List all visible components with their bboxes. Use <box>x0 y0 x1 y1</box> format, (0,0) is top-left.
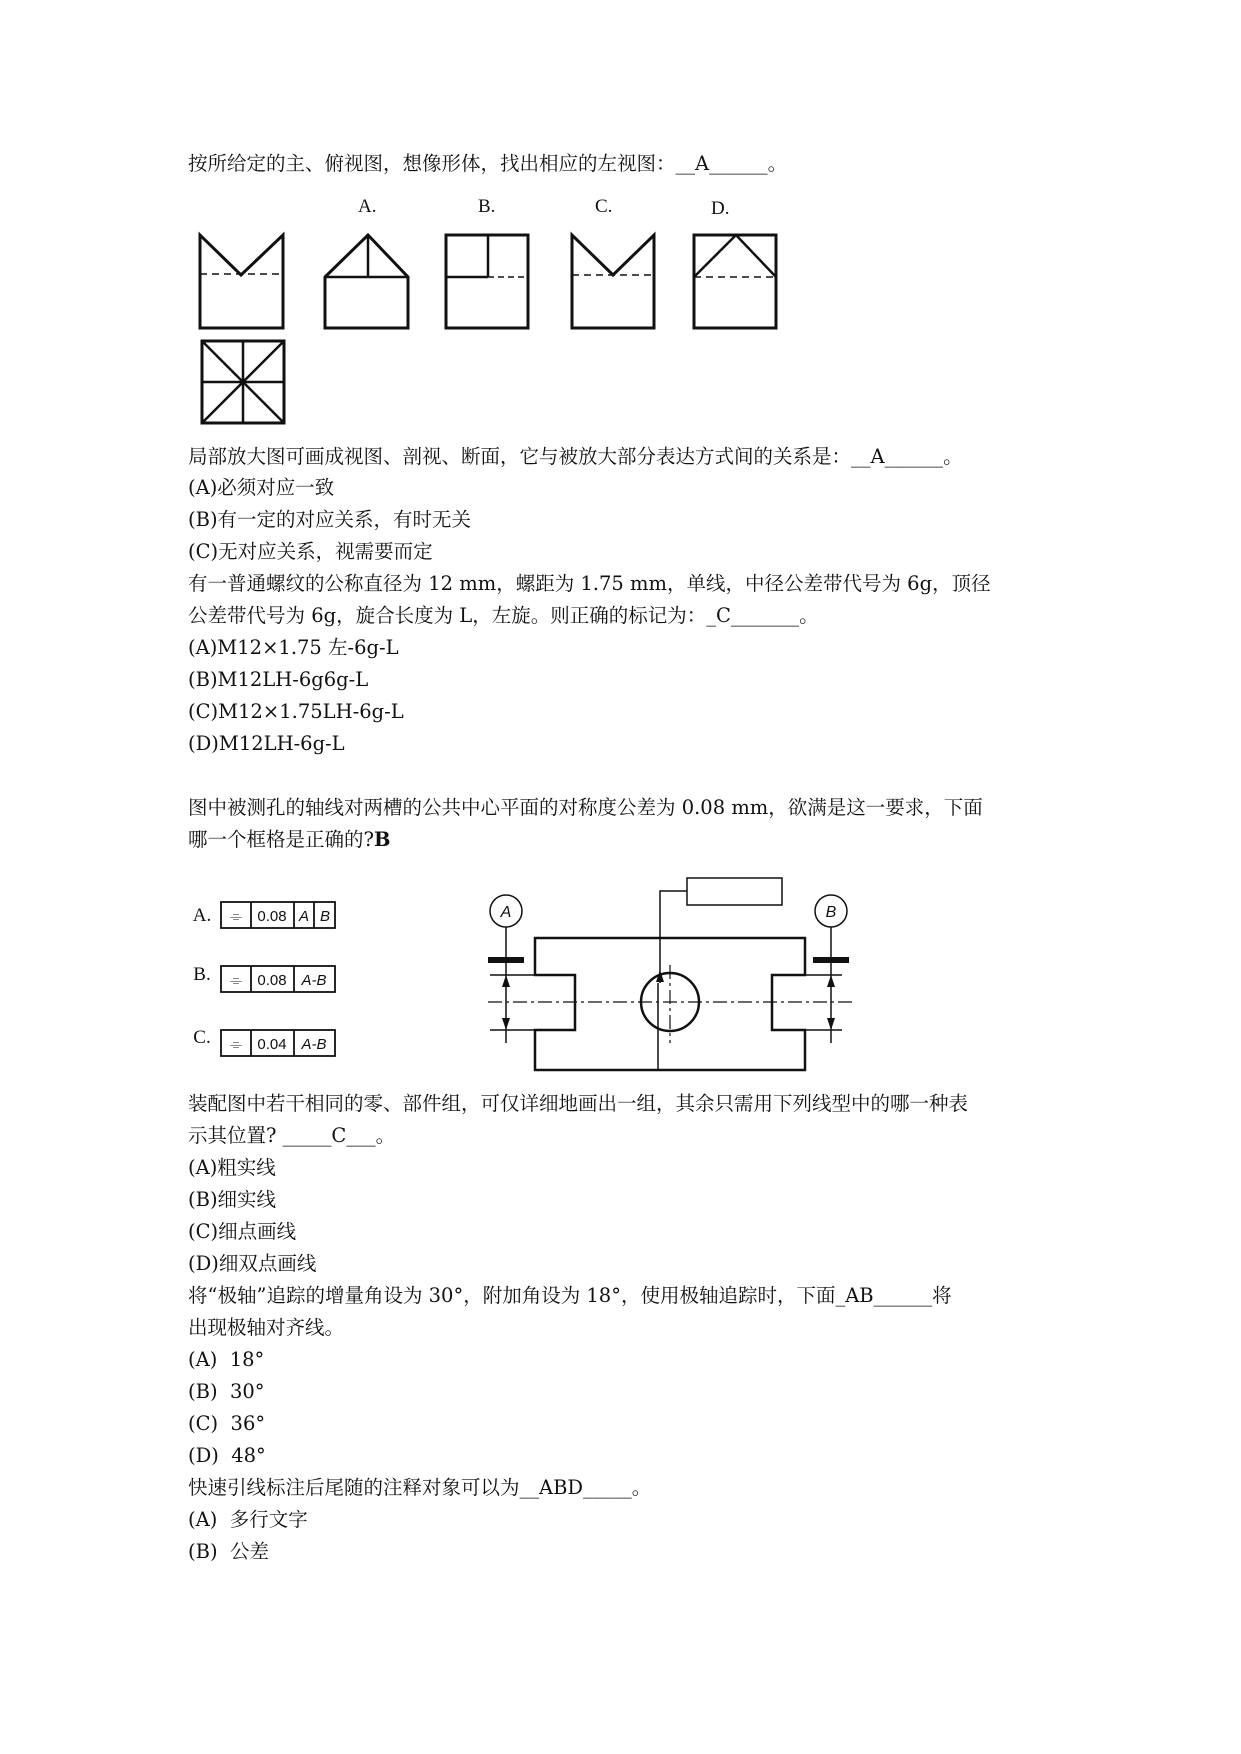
option-b: (B) 30° <box>188 1380 265 1403</box>
question-1-figure <box>188 195 798 430</box>
option-b: (B)M12LH-6g6g-L <box>188 668 369 691</box>
option-a: (A)粗实线 <box>188 1156 276 1179</box>
frame-b-label: B. <box>193 964 211 985</box>
option-c: (C)M12×1.75LH-6g-L <box>188 700 404 723</box>
question-3-line-1: 有一普通螺纹的公称直径为 12 mm，螺距为 1.75 mm，单线，中径公差带代号为 6g，顶径 <box>188 572 991 595</box>
option-c: (C) 36° <box>188 1412 266 1435</box>
symmetry-icon: ⌯ <box>229 908 243 925</box>
option-a: (A)M12×1.75 左-6g-L <box>188 636 399 659</box>
option-a: (A) 18° <box>188 1348 265 1371</box>
question-6-line-2: 出现极轴对齐线。 <box>188 1316 345 1339</box>
option-a: (A)必须对应一致 <box>188 476 335 499</box>
question-1-text: 按所给定的主、俯视图，想像形体，找出相应的左视图：__A______。 <box>188 152 788 175</box>
frame-c-label: C. <box>193 1027 211 1048</box>
symmetry-icon: ⌯ <box>229 1036 243 1053</box>
frame-a-value: 0.08 <box>257 908 287 925</box>
frame-c-datum: A-B <box>301 1036 327 1053</box>
datum-a-label: A <box>500 904 512 921</box>
frame-b-value: 0.08 <box>257 972 287 989</box>
question-2-text: 局部放大图可画成视图、剖视、断面，它与被放大部分表达方式间的关系是：__A______。 <box>188 445 963 468</box>
symmetry-icon: ⌯ <box>229 972 243 989</box>
question-5-line-1: 装配图中若干相同的零、部件组，可仅详细地画出一组，其余只需用下列线型中的哪一种表 <box>188 1092 969 1115</box>
option-d: (D)M12LH-6g-L <box>188 732 345 755</box>
frame-a-datum-1: A <box>298 908 310 925</box>
question-3-line-2: 公差带代号为 6g，旋合长度为 L，左旋。则正确的标记为：_C_______。 <box>188 604 819 627</box>
option-b: (B) 公差 <box>188 1540 269 1563</box>
option-c: (C)无对应关系，视需要而定 <box>188 540 433 563</box>
option-d: (D)细双点画线 <box>188 1252 317 1275</box>
frame-c-value: 0.04 <box>257 1036 287 1053</box>
option-label-d: D. <box>711 198 730 219</box>
question-7-text: 快速引线标注后尾随的注释对象可以为__ABD_____。 <box>188 1476 652 1499</box>
frame-b-datum: A-B <box>301 972 327 989</box>
option-b: (B)细实线 <box>188 1188 277 1211</box>
question-5-line-2: 示其位置? _____C___。 <box>188 1124 396 1147</box>
option-d: (D) 48° <box>188 1444 266 1467</box>
option-a: (A) 多行文字 <box>188 1508 308 1531</box>
part-drawing-figure <box>480 875 860 1075</box>
tolerance-frames-figure <box>188 870 348 1070</box>
option-label-a: A. <box>358 196 377 217</box>
option-label-b: B. <box>478 196 496 217</box>
frame-a-datum-2: B <box>319 908 331 925</box>
option-b: (B)有一定的对应关系，有时无关 <box>188 508 472 531</box>
question-4-line-1: 图中被测孔的轴线对两槽的公共中心平面的对称度公差为 0.08 mm，欲满是这一要求，下面 <box>188 796 983 819</box>
option-c: (C)细点画线 <box>188 1220 297 1243</box>
question-6-line-1: 将“极轴”追踪的增量角设为 30°，附加角设为 18°，使用极轴追踪时，下面_AB______将 <box>188 1284 952 1307</box>
datum-b-label: B <box>825 904 837 921</box>
option-label-c: C. <box>595 196 613 217</box>
frame-a-label: A. <box>192 905 212 926</box>
question-4-line-2-text: 哪一个框格是正确的? <box>188 828 374 851</box>
question-4-line-2 <box>188 826 390 854</box>
question-4-answer: B <box>373 828 391 851</box>
